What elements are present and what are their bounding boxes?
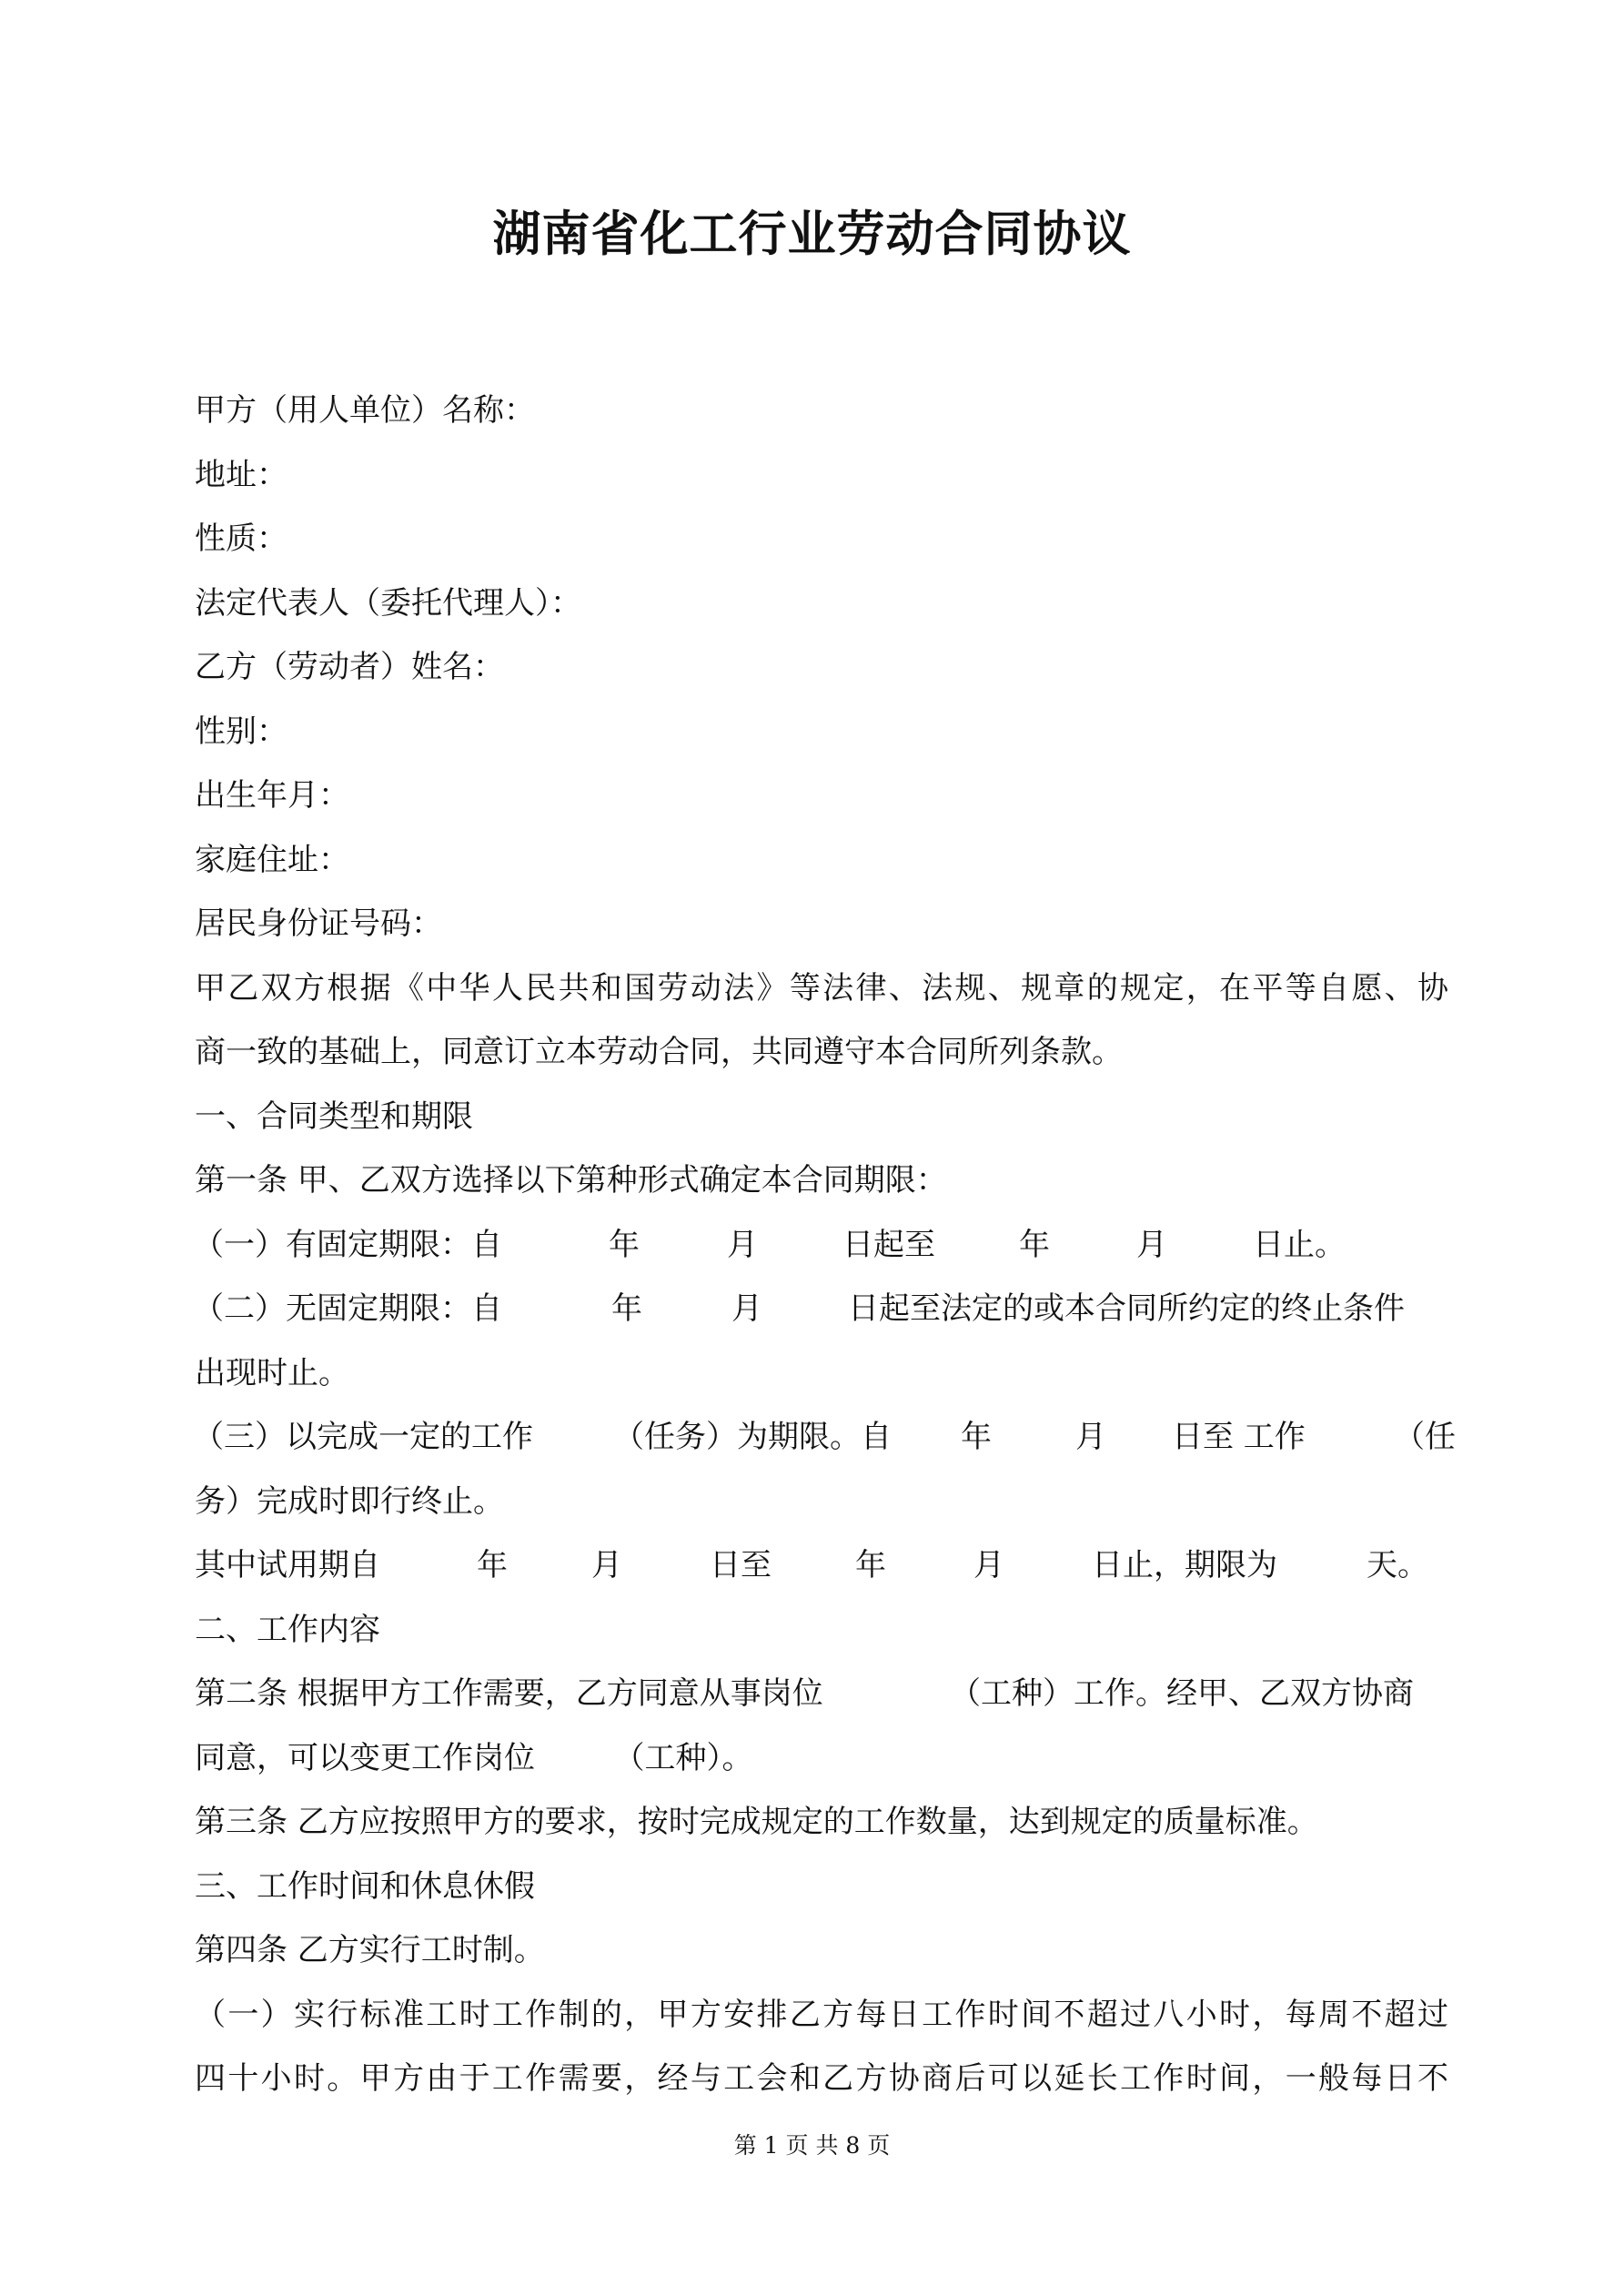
article-4: 第四条 乙方实行工时制。 <box>195 1932 545 1968</box>
document-body <box>193 379 1456 2111</box>
standard-hours-line: （一）实行标准工时工作制的，甲方安排乙方每日工作时间不超过八小时，每周不超过 <box>195 1996 1448 2033</box>
field-legal-representative: 法定代表人（委托代理人）： <box>195 584 581 622</box>
task-term-label: （三）以完成一定的工作 <box>193 1419 533 1455</box>
field-nature: 性质： <box>195 521 287 557</box>
month-label: 月 <box>1136 1226 1167 1263</box>
task-term-line-continued: 务）完成时即行终止。 <box>195 1482 504 1520</box>
open-term-label: （二）无固定期限：自 <box>193 1290 502 1327</box>
article-2-line <box>195 1662 1448 1726</box>
task-term-text: （任务）为期限。自 <box>613 1419 892 1455</box>
year-label: 年 <box>609 1226 640 1263</box>
field-party-b-name: 乙方（劳动者）姓名： <box>195 649 504 685</box>
article-3: 第三条 乙方应按照甲方的要求，按时完成规定的工作数量，达到规定的质量标准。 <box>195 1804 1318 1840</box>
day-start-label: 日起至 <box>842 1226 935 1263</box>
task-term-task: （任 <box>1394 1419 1456 1455</box>
probation-period-label: 日止，期限为 <box>1092 1547 1277 1583</box>
article-1: 第一条 甲、乙双方选择以下第种形式确定本合同期限： <box>195 1162 947 1199</box>
article-2-line-continued: 同意，可以变更工作岗位 （工种）。 <box>195 1739 753 1776</box>
section-heading: 一、合同类型和期限 <box>195 1097 473 1135</box>
field-home-address: 家庭住址： <box>195 841 349 878</box>
section-heading: 三、工作时间和休息休假 <box>195 1867 535 1905</box>
page-number: 第 1 页 共 8 页 <box>733 2132 891 2159</box>
probation-label: 其中试用期自 <box>195 1547 380 1583</box>
days-label: 天。 <box>1367 1547 1428 1583</box>
field-party-a-name: 甲方（用人单位）名称： <box>195 392 535 429</box>
month-label: 月 <box>1075 1419 1106 1455</box>
open-term-text: 日起至法定的或本合同所约定的终止条件 <box>848 1290 1405 1327</box>
day-start-label: 日至 <box>710 1547 772 1583</box>
probation-line <box>195 1533 1448 1598</box>
field-id-number: 居民身份证号码： <box>195 905 442 942</box>
task-term-work: 日至 工作 <box>1172 1419 1306 1455</box>
year-label: 年 <box>1019 1226 1050 1263</box>
field-gender: 性别： <box>195 713 287 750</box>
section-heading: 二、工作内容 <box>195 1611 380 1648</box>
field-birth-date: 出生年月： <box>195 777 349 814</box>
year-label: 年 <box>477 1547 508 1583</box>
document-title: 湖南省化工行业劳动合同协议 <box>492 206 1132 262</box>
article-2-text-cont: （工种）工作。经甲、乙双方协商 <box>950 1675 1414 1712</box>
field-address: 地址： <box>195 456 287 493</box>
task-term-line <box>193 1405 1456 1470</box>
month-label: 月 <box>731 1290 762 1327</box>
open-term-line-continued: 出现时止。 <box>195 1354 349 1391</box>
year-label: 年 <box>611 1290 642 1327</box>
fixed-term-line <box>195 1213 1448 1278</box>
year-label: 年 <box>855 1547 886 1583</box>
day-end-label: 日止。 <box>1253 1226 1346 1263</box>
year-label: 年 <box>961 1419 992 1455</box>
month-label: 月 <box>973 1547 1004 1583</box>
article-2-text: 第二条 根据甲方工作需要，乙方同意从事岗位 <box>195 1675 823 1712</box>
month-label: 月 <box>591 1547 622 1583</box>
open-term-line <box>195 1277 1448 1341</box>
preamble-line: 商一致的基础上，同意订立本劳动合同，共同遵守本合同所列条款。 <box>195 1034 1123 1070</box>
fixed-term-label: （一）有固定期限：自 <box>193 1226 502 1263</box>
preamble-line: 甲乙双方根据《中华人民共和国劳动法》等法律、法规、规章的规定，在平等自愿、协 <box>195 969 1448 1006</box>
month-label: 月 <box>727 1226 758 1263</box>
standard-hours-line: 四十小时。甲方由于工作需要，经与工会和乙方协商后可以延长工作时间，一般每日不 <box>195 2060 1448 2097</box>
